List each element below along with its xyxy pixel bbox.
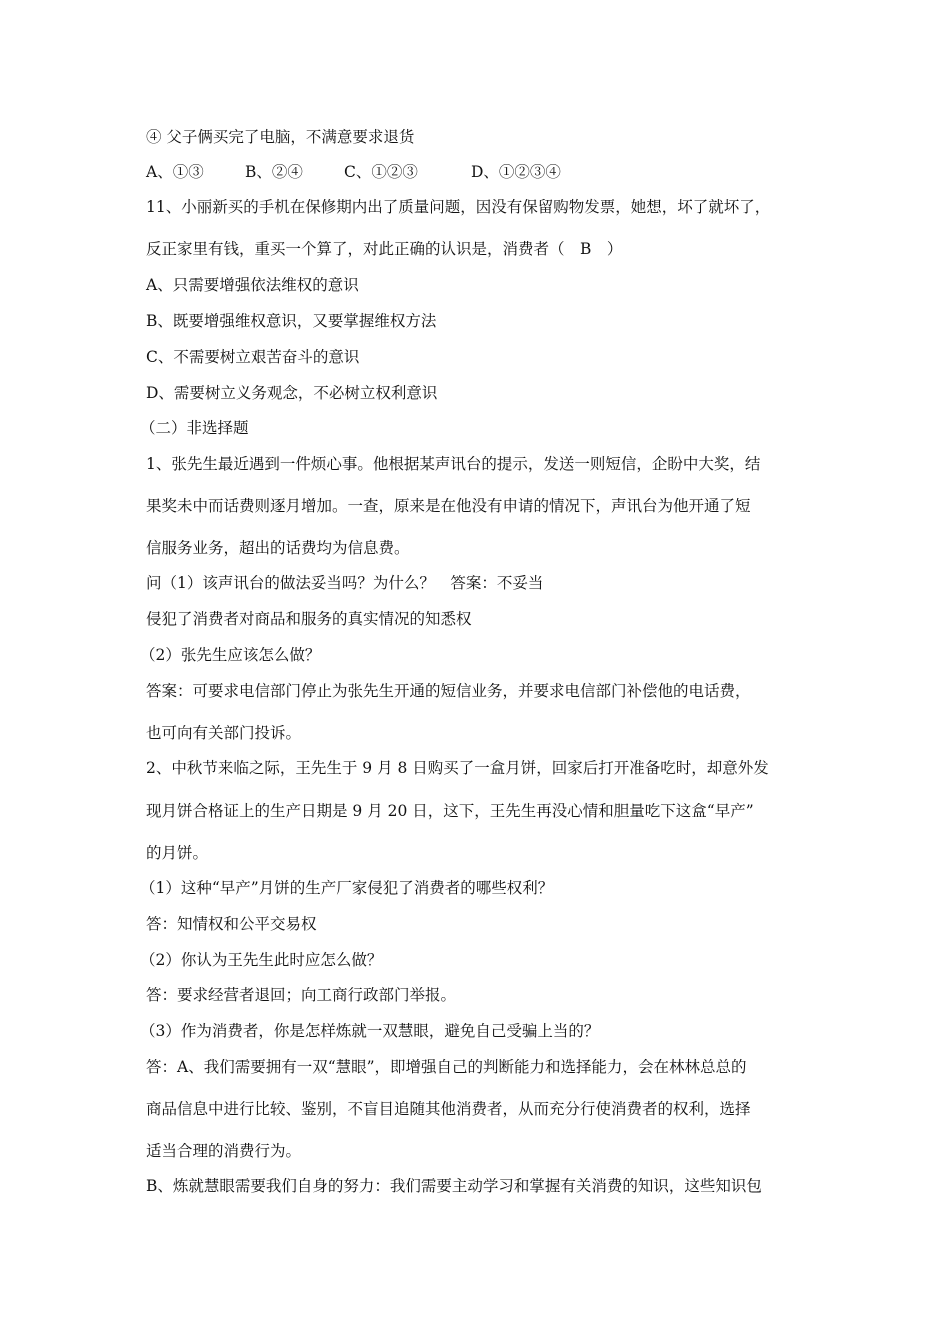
text-line: （2）张先生应该怎么做？ [140,646,321,664]
option-b: B、②④ [245,163,303,181]
text-line: 的月饼。 [146,844,209,862]
text-line: B、炼就慧眼需要我们自身的努力：我们需要主动学习和掌握有关消费的知识，这些知识包 [146,1177,762,1195]
option-a: A、①③ [146,163,204,181]
text-line: 商品信息中进行比较、鉴别，不盲目追随其他消费者，从而充分行使消费者的权利，选择 [146,1100,751,1118]
text-line: 答：知情权和公平交易权 [146,915,317,933]
text-line: 现月饼合格证上的生产日期是 9 月 20 日，这下，王先生再没心情和胆量吃下这盒“早产” [146,802,754,820]
text-line: 也可向有关部门投诉。 [146,724,302,742]
text-line: 答：A、我们需要拥有一双“慧眼”，即增强自己的判断能力和选择能力，会在林林总总的 [146,1058,747,1076]
choice-b: B、既要增强维权意识，又要掌握维权方法 [146,312,437,330]
question-text: 11、小丽新买的手机在保修期内出了质量问题，因没有保留购物发票，她想，坏了就坏了， [146,198,771,216]
choice-d: D、需要树立义务观念，不必树立权利意识 [146,384,438,402]
text-line: 问（1）该声讯台的做法妥当吗？为什么？ 答案：不妥当 [146,574,544,592]
option-row [146,162,561,182]
option-d: D、①②③④ [471,163,561,181]
text-line: （1）这种“早产”月饼的生产厂家侵犯了消费者的哪些权利？ [140,879,554,897]
text-line: 1、张先生最近遇到一件烦心事。他根据某声讯台的提示，发送一则短信，企盼中大奖，结 [146,455,761,473]
text-line: 答案：可要求电信部门停止为张先生开通的短信业务，并要求电信部门补偿他的电话费， [146,682,751,700]
section-heading: （二）非选择题 [140,419,249,437]
text-line: 果奖未中而话费则逐月增加。一查，原来是在他没有申请的情况下，声讯台为他开通了短 [146,497,751,515]
question-text: 反正家里有钱，重买一个算了，对此正确的认识是，消费者（ B ） [146,240,623,258]
text-line: 侵犯了消费者对商品和服务的真实情况的知悉权 [146,610,472,628]
text-line: （2）你认为王先生此时应怎么做？ [140,951,383,969]
text-line: 适当合理的消费行为。 [146,1142,302,1160]
text-line: 2、中秋节来临之际，王先生于 9 月 8 日购买了一盒月饼，回家后打开准备吃时，却意外发 [146,759,769,777]
text-line: ④ 父子俩买完了电脑，不满意要求退货 [146,128,415,146]
text-line: 答：要求经营者退回；向工商行政部门举报。 [146,986,457,1004]
choice-c: C、不需要树立艰苦奋斗的意识 [146,348,360,366]
text-line: （3）作为消费者，你是怎样炼就一双慧眼，避免自己受骗上当的？ [140,1022,600,1040]
choice-a: A、只需要增强依法维权的意识 [146,276,359,294]
text-line: 信服务业务，超出的话费均为信息费。 [146,539,410,557]
option-c: C、①②③ [344,163,418,181]
